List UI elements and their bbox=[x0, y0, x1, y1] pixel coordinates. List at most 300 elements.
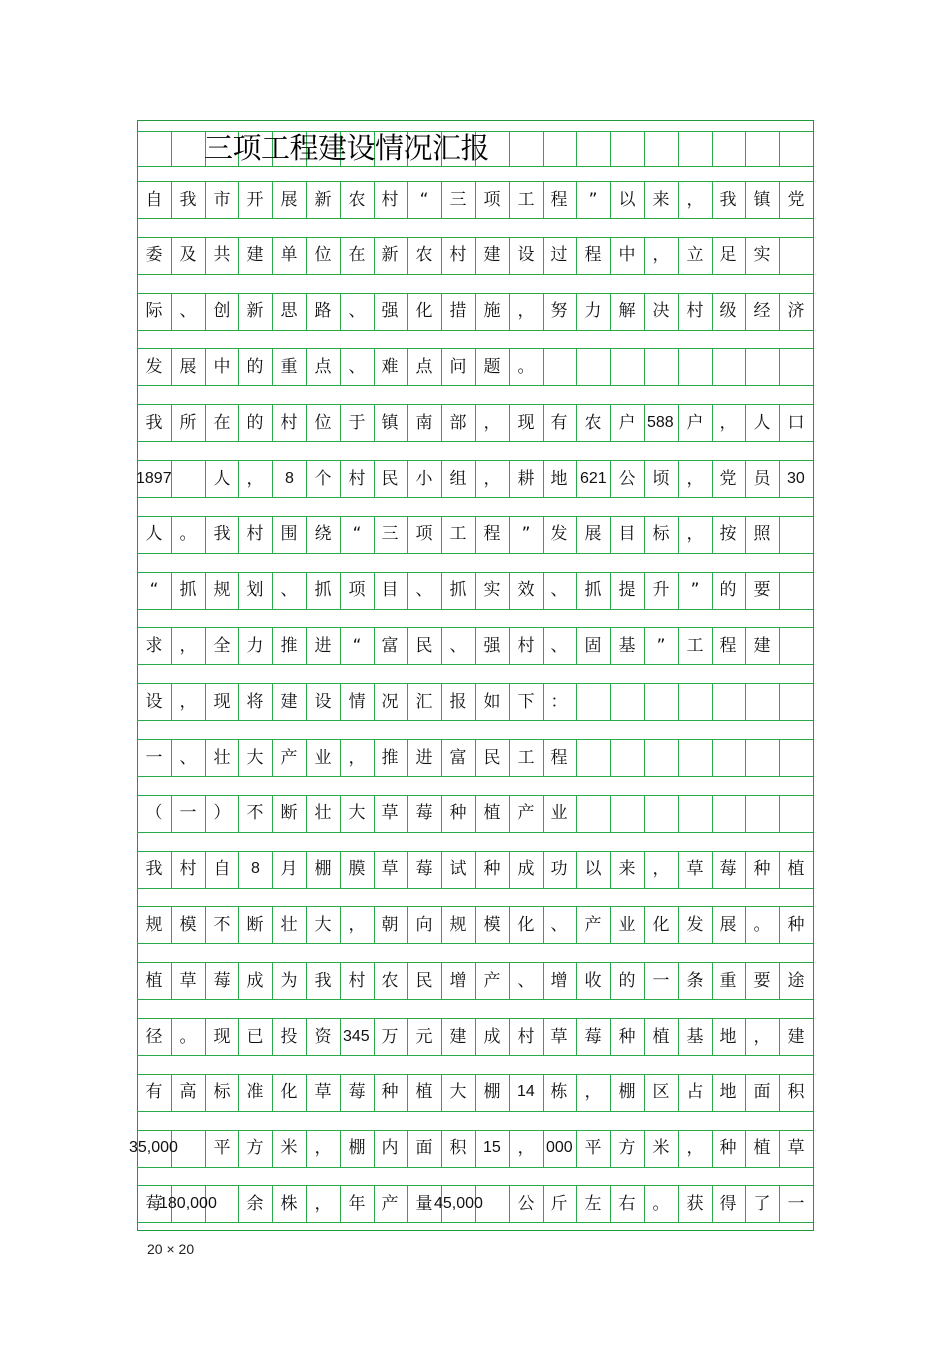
grid-character: 化 bbox=[280, 1082, 298, 1102]
grid-character: 求 bbox=[145, 636, 163, 656]
grid-character: 建 bbox=[787, 1027, 805, 1047]
grid-character: 口 bbox=[787, 413, 805, 433]
grid-character: 单 bbox=[280, 245, 298, 265]
grid-character: 耕 bbox=[517, 469, 535, 489]
grid-character: 户 bbox=[686, 413, 704, 433]
grid-character: 于 bbox=[348, 413, 366, 433]
grid-character: 委 bbox=[145, 245, 163, 265]
grid-character: 种 bbox=[618, 1027, 636, 1047]
grid-character: 进 bbox=[314, 636, 332, 656]
grid-character: 措 bbox=[449, 301, 467, 321]
grid-character: 规 bbox=[449, 915, 467, 935]
grid-character: 收 bbox=[584, 971, 602, 991]
grid-column-line bbox=[712, 739, 713, 776]
grid-character: 草 bbox=[381, 803, 399, 823]
grid-character: 如 bbox=[483, 692, 501, 712]
grid-character: 在 bbox=[213, 413, 231, 433]
grid-character: 朝 bbox=[381, 915, 399, 935]
grid-character: ， bbox=[314, 1194, 332, 1214]
grid-character: 决 bbox=[652, 301, 670, 321]
grid-character: 工 bbox=[517, 748, 535, 768]
grid-character: 莓 bbox=[415, 803, 433, 823]
grid-character: 我 bbox=[719, 190, 737, 210]
grid-column-line bbox=[678, 795, 679, 832]
grid-character: 年 bbox=[348, 1194, 366, 1214]
grid-row-line bbox=[137, 1055, 813, 1056]
grid-character: 、 bbox=[517, 971, 535, 991]
grid-character: 标 bbox=[213, 1082, 231, 1102]
grid-column-line bbox=[644, 739, 645, 776]
grid-character: 莓 bbox=[145, 1194, 163, 1214]
grid-row-line bbox=[137, 385, 813, 386]
grid-character: 方 bbox=[246, 1138, 264, 1158]
grid-character: 000 bbox=[546, 1139, 573, 1156]
grid-row-line bbox=[137, 664, 813, 665]
grid-character: 思 bbox=[280, 301, 298, 321]
grid-character: 植 bbox=[415, 1082, 433, 1102]
grid-character: 汇 bbox=[415, 692, 433, 712]
grid-character: 要 bbox=[753, 971, 771, 991]
grid-character: 村 bbox=[348, 971, 366, 991]
grid-character: 程 bbox=[550, 748, 568, 768]
grid-column-line bbox=[644, 795, 645, 832]
grid-row-line bbox=[137, 1167, 813, 1168]
grid-character: 下 bbox=[517, 692, 535, 712]
grid-character: ， bbox=[517, 1138, 535, 1158]
grid-character: 市 bbox=[213, 190, 231, 210]
grid-character: 现 bbox=[517, 413, 535, 433]
grid-character: 村 bbox=[246, 524, 264, 544]
grid-column-line bbox=[745, 131, 746, 166]
grid-paper bbox=[137, 120, 814, 1231]
grid-column-line bbox=[644, 404, 645, 441]
grid-character: 量 bbox=[415, 1194, 433, 1214]
grid-character: 来 bbox=[652, 190, 670, 210]
grid-character: 我 bbox=[213, 524, 231, 544]
grid-character: 180,000 bbox=[159, 1195, 217, 1212]
grid-character: 、 bbox=[179, 748, 197, 768]
grid-character: 。 bbox=[753, 915, 771, 935]
grid-character: 径 bbox=[145, 1027, 163, 1047]
grid-character: “ bbox=[352, 524, 362, 544]
grid-character: 富 bbox=[449, 748, 467, 768]
grid-column-line bbox=[610, 795, 611, 832]
grid-character: 公 bbox=[517, 1194, 535, 1214]
grid-character: 、 bbox=[550, 915, 568, 935]
grid-character: 南 bbox=[415, 413, 433, 433]
grid-character: 农 bbox=[348, 190, 366, 210]
grid-character: 一 bbox=[179, 803, 197, 823]
grid-character: 工 bbox=[517, 190, 535, 210]
grid-character: 现 bbox=[213, 692, 231, 712]
grid-column-line bbox=[745, 348, 746, 385]
grid-character: 植 bbox=[145, 971, 163, 991]
grid-character: 小 bbox=[415, 469, 433, 489]
grid-character: 的 bbox=[246, 413, 264, 433]
grid-character: 30 bbox=[787, 470, 805, 487]
grid-character: 抓 bbox=[449, 580, 467, 600]
grid-character: 面 bbox=[753, 1082, 771, 1102]
grid-character: ） bbox=[213, 803, 231, 823]
grid-column-line bbox=[779, 237, 780, 274]
grid-character: 在 bbox=[348, 245, 366, 265]
grid-column-line bbox=[610, 131, 611, 166]
grid-character: 化 bbox=[415, 301, 433, 321]
grid-column-line bbox=[712, 131, 713, 166]
grid-character: 展 bbox=[179, 357, 197, 377]
grid-character: 标 bbox=[652, 524, 670, 544]
grid-character: 模 bbox=[179, 915, 197, 935]
grid-character: 项 bbox=[348, 580, 366, 600]
grid-character: 我 bbox=[314, 971, 332, 991]
grid-character: 员 bbox=[753, 469, 771, 489]
grid-character: 棚 bbox=[483, 1082, 501, 1102]
grid-character: ， bbox=[753, 1027, 771, 1047]
grid-column-line bbox=[745, 683, 746, 720]
grid-character: 余 bbox=[246, 1194, 264, 1214]
grid-row-line bbox=[137, 720, 813, 721]
grid-column-line bbox=[712, 795, 713, 832]
grid-character: 不 bbox=[246, 803, 264, 823]
grid-character: 村 bbox=[381, 190, 399, 210]
grid-character: 膜 bbox=[348, 859, 366, 879]
grid-character: 地 bbox=[719, 1027, 737, 1047]
grid-character: 、 bbox=[550, 636, 568, 656]
grid-column-line bbox=[712, 683, 713, 720]
grid-character: 大 bbox=[449, 1082, 467, 1102]
grid-column-line bbox=[509, 1074, 510, 1111]
grid-column-line bbox=[610, 683, 611, 720]
grid-character: 重 bbox=[719, 971, 737, 991]
grid-character: 、 bbox=[449, 636, 467, 656]
grid-character: 产 bbox=[517, 803, 535, 823]
grid-character: 株 bbox=[280, 1194, 298, 1214]
grid-character: 个 bbox=[314, 469, 332, 489]
grid-character: ， bbox=[179, 692, 197, 712]
grid-character: 程 bbox=[483, 524, 501, 544]
grid-character: 发 bbox=[145, 357, 163, 377]
grid-character: 588 bbox=[647, 414, 674, 431]
grid-character: 壮 bbox=[280, 915, 298, 935]
grid-character: 展 bbox=[280, 190, 298, 210]
grid-character: 推 bbox=[280, 636, 298, 656]
grid-character: 得 bbox=[719, 1194, 737, 1214]
grid-character: 建 bbox=[280, 692, 298, 712]
grid-character: 升 bbox=[652, 580, 670, 600]
grid-column-line bbox=[543, 348, 544, 385]
grid-character: ， bbox=[686, 524, 704, 544]
grid-character: 15 bbox=[483, 1139, 501, 1156]
grid-character: 位 bbox=[314, 245, 332, 265]
grid-character: 左 bbox=[584, 1194, 602, 1214]
grid-character: 壮 bbox=[213, 748, 231, 768]
grid-character: 按 bbox=[719, 524, 737, 544]
grid-character: 新 bbox=[314, 190, 332, 210]
grid-column-line bbox=[779, 795, 780, 832]
grid-character: 草 bbox=[686, 859, 704, 879]
grid-character: 组 bbox=[449, 469, 467, 489]
grid-character: 成 bbox=[517, 859, 535, 879]
grid-character: 人 bbox=[213, 469, 231, 489]
grid-character: 、 bbox=[280, 580, 298, 600]
grid-column-line bbox=[779, 516, 780, 553]
grid-character: 民 bbox=[415, 636, 433, 656]
grid-character: 草 bbox=[550, 1027, 568, 1047]
grid-column-line bbox=[779, 683, 780, 720]
grid-column-line bbox=[779, 348, 780, 385]
grid-character: 莓 bbox=[584, 1027, 602, 1047]
grid-character: 途 bbox=[787, 971, 805, 991]
grid-character: 一 bbox=[145, 748, 163, 768]
grid-character: 自 bbox=[213, 859, 231, 879]
grid-character: （ bbox=[145, 803, 163, 823]
grid-character: 级 bbox=[719, 301, 737, 321]
grid-row-line bbox=[137, 776, 813, 777]
grid-character: 足 bbox=[719, 245, 737, 265]
grid-character: 进 bbox=[415, 748, 433, 768]
grid-character: ” bbox=[690, 580, 700, 600]
grid-character: 种 bbox=[449, 803, 467, 823]
grid-column-line bbox=[678, 131, 679, 166]
grid-character: 莓 bbox=[719, 859, 737, 879]
grid-character: ， bbox=[517, 301, 535, 321]
grid-character: 照 bbox=[753, 524, 771, 544]
grid-character: 区 bbox=[652, 1082, 670, 1102]
grid-column-line bbox=[576, 131, 577, 166]
grid-character: 镇 bbox=[753, 190, 771, 210]
grid-character: 建 bbox=[753, 636, 771, 656]
grid-character: 村 bbox=[179, 859, 197, 879]
grid-character: 点 bbox=[314, 357, 332, 377]
grid-character: 农 bbox=[415, 245, 433, 265]
grid-character: 草 bbox=[787, 1138, 805, 1158]
grid-character: 、 bbox=[348, 301, 366, 321]
grid-character: ， bbox=[483, 469, 501, 489]
grid-character: 及 bbox=[179, 245, 197, 265]
grid-character: 了 bbox=[753, 1194, 771, 1214]
grid-character: 村 bbox=[517, 1027, 535, 1047]
grid-row-line bbox=[137, 441, 813, 442]
grid-character: ， bbox=[314, 1138, 332, 1158]
grid-column-line bbox=[644, 131, 645, 166]
grid-character: 。 bbox=[517, 357, 535, 377]
grid-character: 元 bbox=[415, 1027, 433, 1047]
grid-character: 抓 bbox=[314, 580, 332, 600]
grid-character: 情 bbox=[348, 692, 366, 712]
grid-character: 中 bbox=[618, 245, 636, 265]
grid-character: ， bbox=[686, 1138, 704, 1158]
grid-character: 题 bbox=[483, 357, 501, 377]
grid-column-line bbox=[678, 348, 679, 385]
grid-column-line bbox=[171, 131, 172, 166]
grid-character: ， bbox=[348, 748, 366, 768]
grid-character: 况 bbox=[381, 692, 399, 712]
grid-column-line bbox=[678, 739, 679, 776]
grid-character: 建 bbox=[483, 245, 501, 265]
grid-character: ， bbox=[652, 859, 670, 879]
grid-character: 公 bbox=[618, 469, 636, 489]
grid-character: 自 bbox=[145, 190, 163, 210]
grid-character: 党 bbox=[719, 469, 737, 489]
grid-character: 种 bbox=[787, 915, 805, 935]
grid-character: 强 bbox=[381, 301, 399, 321]
grid-character: ， bbox=[686, 190, 704, 210]
grid-character: 推 bbox=[381, 748, 399, 768]
grid-character: 工 bbox=[686, 636, 704, 656]
grid-character: 富 bbox=[381, 636, 399, 656]
grid-character: 断 bbox=[246, 915, 264, 935]
grid-character: ” bbox=[588, 190, 598, 210]
grid-character: 内 bbox=[381, 1138, 399, 1158]
grid-character: 绕 bbox=[314, 524, 332, 544]
grid-character: 平 bbox=[584, 1138, 602, 1158]
grid-character: 壮 bbox=[314, 803, 332, 823]
grid-character: 强 bbox=[483, 636, 501, 656]
grid-character: 以 bbox=[618, 190, 636, 210]
grid-character: 来 bbox=[618, 859, 636, 879]
grid-column-line bbox=[779, 627, 780, 664]
grid-row-line bbox=[137, 274, 813, 275]
grid-character: 固 bbox=[584, 636, 602, 656]
grid-character: 人 bbox=[753, 413, 771, 433]
grid-row-line bbox=[137, 330, 813, 331]
grid-character: 万 bbox=[381, 1027, 399, 1047]
grid-character: 业 bbox=[618, 915, 636, 935]
grid-character: 、 bbox=[348, 357, 366, 377]
grid-character: 所 bbox=[179, 413, 197, 433]
document-title: 三项工程建设情况汇报 bbox=[204, 131, 490, 165]
grid-character: 基 bbox=[618, 636, 636, 656]
grid-character: 资 bbox=[314, 1027, 332, 1047]
grid-character: 棚 bbox=[618, 1082, 636, 1102]
grid-character: 三 bbox=[381, 524, 399, 544]
grid-character: 积 bbox=[787, 1082, 805, 1102]
grid-character: 努 bbox=[550, 301, 568, 321]
grid-column-line bbox=[779, 739, 780, 776]
grid-character: 大 bbox=[314, 915, 332, 935]
grid-row-line bbox=[137, 943, 813, 944]
grid-character: 业 bbox=[314, 748, 332, 768]
grid-character: ， bbox=[179, 636, 197, 656]
grid-character: 经 bbox=[753, 301, 771, 321]
grid-character: 实 bbox=[483, 580, 501, 600]
grid-character: 产 bbox=[584, 915, 602, 935]
grid-character: 试 bbox=[449, 859, 467, 879]
grid-character: 程 bbox=[550, 190, 568, 210]
grid-character: 农 bbox=[584, 413, 602, 433]
grid-character: 划 bbox=[246, 580, 264, 600]
grid-character: 建 bbox=[449, 1027, 467, 1047]
grid-column-line bbox=[779, 460, 780, 497]
grid-character: 面 bbox=[415, 1138, 433, 1158]
grid-character: 种 bbox=[381, 1082, 399, 1102]
grid-character: 力 bbox=[246, 636, 264, 656]
grid-character: 获 bbox=[686, 1194, 704, 1214]
grid-character: 我 bbox=[179, 190, 197, 210]
grid-character: 。 bbox=[179, 1027, 197, 1047]
grid-character: 已 bbox=[246, 1027, 264, 1047]
grid-column-line bbox=[543, 131, 544, 166]
grid-character: 、 bbox=[550, 580, 568, 600]
grid-character: 种 bbox=[719, 1138, 737, 1158]
grid-character: 创 bbox=[213, 301, 231, 321]
grid-character: 月 bbox=[280, 859, 298, 879]
grid-character: 立 bbox=[686, 245, 704, 265]
grid-character: 植 bbox=[753, 1138, 771, 1158]
grid-row-line bbox=[137, 888, 813, 889]
grid-character: 重 bbox=[280, 357, 298, 377]
grid-character: ， bbox=[348, 915, 366, 935]
grid-character: 种 bbox=[753, 859, 771, 879]
grid-character: 功 bbox=[550, 859, 568, 879]
grid-character: 右 bbox=[618, 1194, 636, 1214]
grid-character: 积 bbox=[449, 1138, 467, 1158]
grid-character: 目 bbox=[381, 580, 399, 600]
grid-character: 米 bbox=[280, 1138, 298, 1158]
grid-character: 草 bbox=[179, 971, 197, 991]
grid-character: 莓 bbox=[348, 1082, 366, 1102]
grid-character: 发 bbox=[686, 915, 704, 935]
grid-character: ， bbox=[652, 245, 670, 265]
grid-character: 解 bbox=[618, 301, 636, 321]
grid-character: 程 bbox=[584, 245, 602, 265]
grid-character: 占 bbox=[686, 1082, 704, 1102]
grid-character: 路 bbox=[314, 301, 332, 321]
grid-character: 一 bbox=[652, 971, 670, 991]
grid-character: ， bbox=[719, 413, 737, 433]
grid-character: 我 bbox=[145, 859, 163, 879]
grid-character: ” bbox=[656, 636, 666, 656]
grid-character: 人 bbox=[145, 524, 163, 544]
grid-character: 党 bbox=[787, 190, 805, 210]
grid-column-line bbox=[340, 1018, 341, 1055]
grid-character: 济 bbox=[787, 301, 805, 321]
grid-character: 栋 bbox=[550, 1082, 568, 1102]
grid-character: 村 bbox=[280, 413, 298, 433]
grid-character: 点 bbox=[415, 357, 433, 377]
grid-character: 。 bbox=[179, 524, 197, 544]
grid-column-line bbox=[576, 795, 577, 832]
grid-character: 地 bbox=[719, 1082, 737, 1102]
grid-character: 要 bbox=[753, 580, 771, 600]
grid-character: 难 bbox=[381, 357, 399, 377]
grid-character: 项 bbox=[415, 524, 433, 544]
grid-character: 棚 bbox=[348, 1138, 366, 1158]
grid-character: 顷 bbox=[652, 469, 670, 489]
grid-column-line bbox=[745, 739, 746, 776]
grid-character: 植 bbox=[787, 859, 805, 879]
grid-character: 民 bbox=[381, 469, 399, 489]
grid-character: 条 bbox=[686, 971, 704, 991]
grid-character: 问 bbox=[449, 357, 467, 377]
grid-column-line bbox=[779, 572, 780, 609]
grid-character: 村 bbox=[517, 636, 535, 656]
grid-column-line bbox=[644, 348, 645, 385]
grid-character: 莓 bbox=[415, 859, 433, 879]
grid-character: 建 bbox=[246, 245, 264, 265]
grid-character: 化 bbox=[517, 915, 535, 935]
grid-size-label: 20 × 20 bbox=[147, 1241, 195, 1257]
grid-row-line bbox=[137, 999, 813, 1000]
grid-character: 全 bbox=[213, 636, 231, 656]
grid-character: 产 bbox=[280, 748, 298, 768]
grid-character: 三 bbox=[449, 190, 467, 210]
grid-character: 我 bbox=[145, 413, 163, 433]
grid-character: 目 bbox=[618, 524, 636, 544]
grid-row-line bbox=[137, 1222, 813, 1223]
grid-character: 地 bbox=[550, 469, 568, 489]
grid-character: 621 bbox=[580, 470, 607, 487]
